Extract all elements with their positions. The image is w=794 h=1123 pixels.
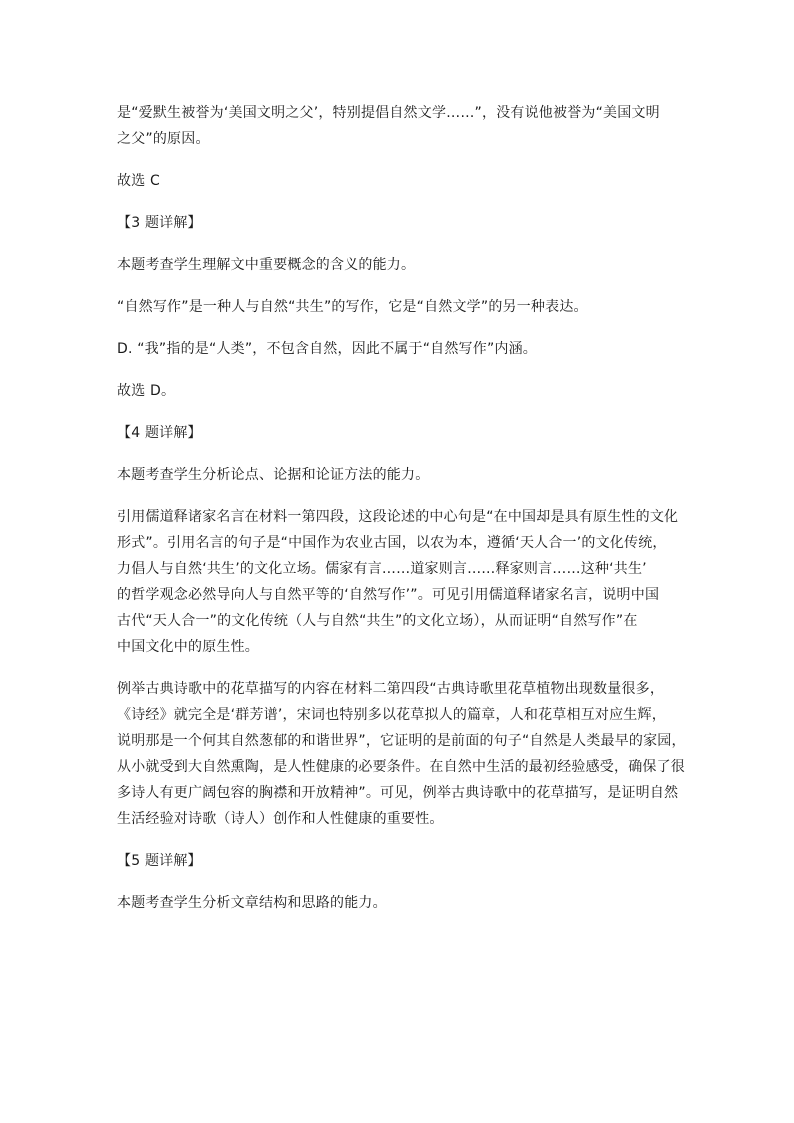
text-line: 之父”的原因。 [117, 131, 210, 147]
text-line: 【3 题详解】 [117, 215, 202, 231]
text-line: 生活经验对诗歌（诗人）创作和人性健康的重要性。 [117, 811, 444, 827]
paragraph-q4-poetry [117, 676, 686, 832]
paragraph-choice-2 [117, 168, 683, 194]
paragraph-q3-definition [117, 294, 683, 320]
text-line: 本题考查学生分析文章结构和思路的能力。 [117, 895, 387, 911]
paragraph-choice-3 [117, 378, 683, 404]
text-line: D. “我”指的是“人类”，不包含自然，因此不属于“自然写作”内涵。 [117, 341, 537, 357]
text-line: 本题考查学生理解文中重要概念的含义的能力。 [117, 257, 416, 273]
section-heading-3 [117, 210, 683, 236]
text-line: “自然写作”是一种人与自然“共生”的写作，它是“自然文学”的另一种表达。 [117, 299, 588, 315]
text-line: 中国文化中的原生性。 [117, 639, 259, 655]
text-line: 的哲学观念必然导向人与自然平等的‘自然写作’”。可见引用儒道释诸家名言，说明中国 [117, 587, 660, 603]
text-line: 《诗经》就完全是‘群芳谱’，宋词也特别多以花草拟人的篇章，人和花草相互对应生辉， [117, 707, 666, 723]
paragraph-q4-quotations [117, 504, 683, 660]
text-line: 【5 题详解】 [117, 853, 202, 869]
text-line: 说明那是一个何其自然葱郁的和谐世界”，它证明的是前面的句子“自然是人类最早的家园， [117, 733, 686, 749]
paragraph-answer-2-explanation [117, 100, 683, 152]
text-line: 【4 题详解】 [117, 425, 202, 441]
text-line: 引用儒道释诸家名言在材料一第四段，这段论述的中心句是“在中国却是具有原生性的文化 [117, 509, 679, 525]
text-line: 形式”。引用名言的句子是“中国作为农业古国，以农为本，遵循‘天人合一’的文化传统， [117, 535, 667, 551]
text-line: 是“爱默生被誉为‘美国文明之父’，特别提倡自然文学……”，没有说他被誉为“美国文明 [117, 105, 660, 121]
text-line: 多诗人有更广阔包容的胸襟和开放精神”。可见，例举古典诗歌中的花草描写，是证明自然 [117, 785, 679, 801]
paragraph-q3-option-d [117, 336, 683, 362]
paragraph-q5-intro [117, 890, 683, 916]
paragraph-q3-intro [117, 252, 683, 278]
document-body [117, 100, 686, 932]
section-heading-5 [117, 848, 683, 874]
text-line: 例举古典诗歌中的花草描写的内容在材料二第四段“古典诗歌里花草植物出现数量很多， [117, 681, 665, 697]
paragraph-q4-intro [117, 462, 683, 488]
text-line: 从小就受到大自然熏陶，是人性健康的必要条件。在自然中生活的最初经验感受，确保了很 [117, 759, 685, 775]
text-line: 故选 C [117, 173, 161, 189]
text-line: 古代“天人合一”的文化传统（人与自然“共生”的文化立场），从而证明“自然写作”在 [117, 613, 638, 629]
text-line: 本题考查学生分析论点、论据和论证方法的能力。 [117, 467, 430, 483]
text-line: 故选 D。 [117, 383, 176, 399]
section-heading-4 [117, 420, 683, 446]
text-line: 力倡人与自然‘共生’的文化立场。儒家有言……道家则言……释家则言……这种‘共生’ [117, 561, 647, 577]
